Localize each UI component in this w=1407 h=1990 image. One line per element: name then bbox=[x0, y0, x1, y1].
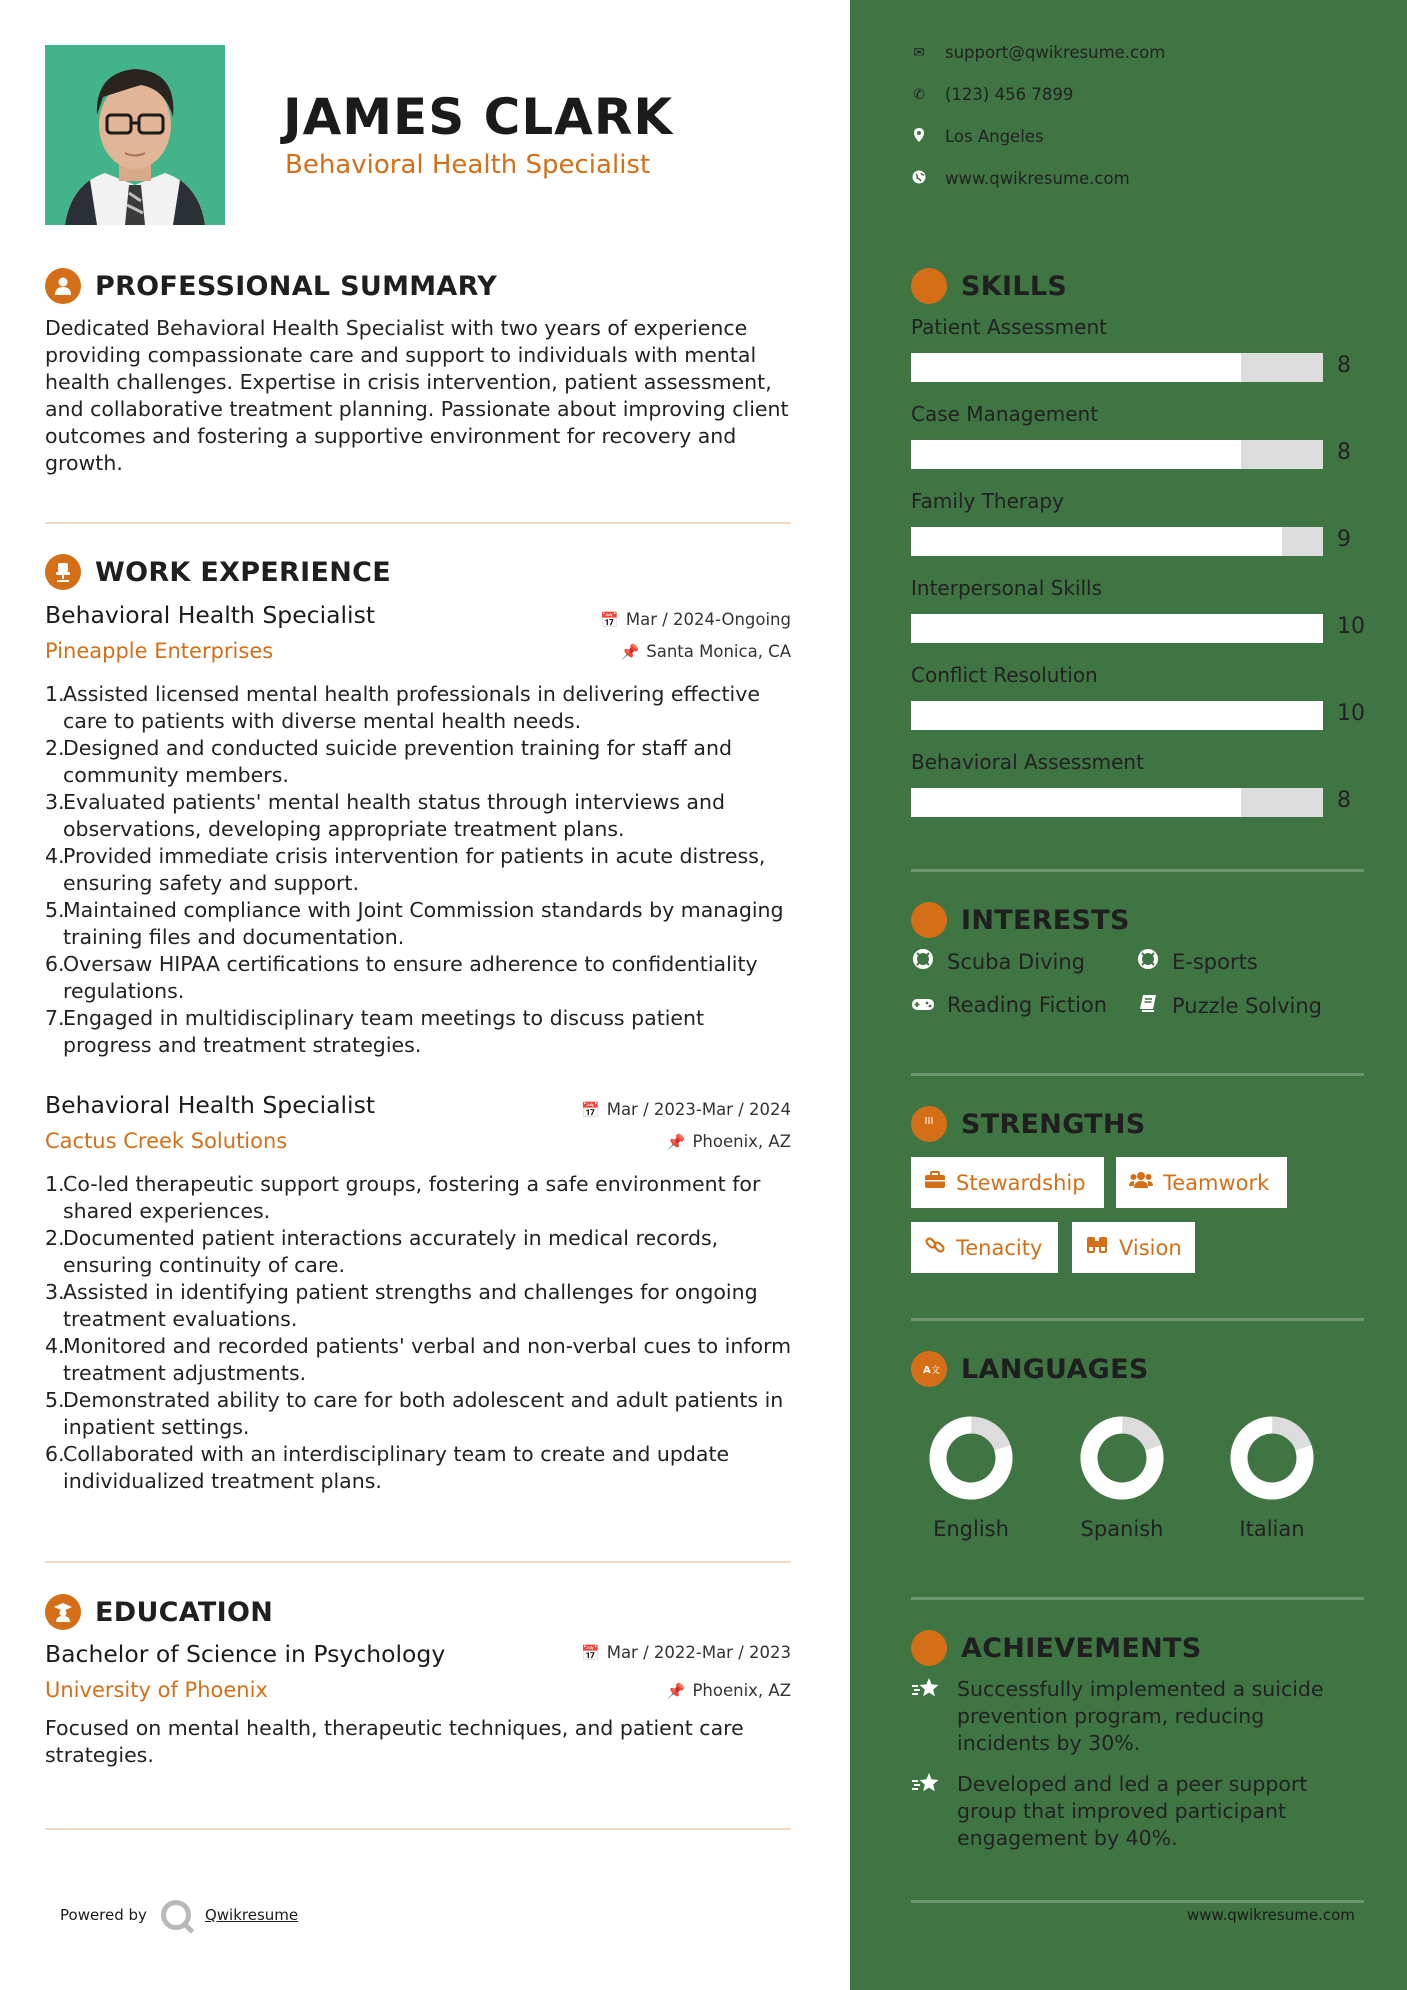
list-item: 7. Engaged in multidisciplinary team meetings to discuss patient progress and treatment strategies. bbox=[45, 1006, 705, 1057]
paper-plane-icon bbox=[911, 902, 947, 938]
briefcase-icon bbox=[924, 1171, 946, 1194]
calendar-icon: 📅 bbox=[581, 1643, 600, 1662]
job-date-text: Mar / 2023-Mar / 2024 bbox=[606, 1100, 791, 1119]
divider bbox=[45, 1561, 791, 1563]
graduate-icon bbox=[45, 1594, 81, 1630]
skill-value: 10 bbox=[1337, 701, 1365, 726]
language-name: Spanish bbox=[1080, 1517, 1164, 1541]
job-date-text: Mar / 2024-Ongoing bbox=[625, 610, 791, 629]
education-date bbox=[581, 1643, 791, 1662]
divider bbox=[911, 1900, 1364, 1903]
experience-heading bbox=[45, 554, 391, 590]
job-date bbox=[600, 610, 791, 629]
skill-bar bbox=[911, 788, 1323, 817]
list-item: 2. Designed and conducted suicide prevention training for staff and community members. bbox=[45, 736, 732, 787]
phone-text: (123) 456 7899 bbox=[945, 85, 1074, 104]
job-location bbox=[667, 1132, 791, 1151]
job-company: Pineapple Enterprises bbox=[45, 639, 274, 663]
skill-name: Interpersonal Skills bbox=[911, 576, 1103, 600]
candidate-title: Behavioral Health Specialist bbox=[285, 150, 651, 180]
divider bbox=[911, 1597, 1364, 1600]
interest-item bbox=[1136, 993, 1322, 1018]
email-text: support@qwikresume.com bbox=[945, 43, 1166, 62]
strength-chip bbox=[911, 1222, 1058, 1273]
list-item: 5. Demonstrated ability to care for both adolescent and adult patients in inpatient settings. bbox=[45, 1388, 784, 1439]
footer-powered-by bbox=[60, 1900, 298, 1930]
list-item: 6. Oversaw HIPAA certifications to ensure adherence to confidentiality regulations. bbox=[45, 952, 758, 1003]
candidate-name: JAMES CLARK bbox=[283, 88, 674, 146]
list-item: 5. Maintained compliance with Joint Commission standards by managing training files and documentation. bbox=[45, 898, 784, 949]
skill-bar-fill bbox=[911, 353, 1241, 382]
fist-icon bbox=[911, 1106, 947, 1142]
interest-item bbox=[911, 993, 1107, 1017]
skill-bar bbox=[911, 440, 1323, 469]
calendar-icon: 📅 bbox=[600, 610, 619, 629]
education-location-text: Phoenix, AZ bbox=[692, 1681, 791, 1700]
office-chair-icon bbox=[45, 554, 81, 590]
achievements-title: ACHIEVEMENTS bbox=[961, 1632, 1202, 1664]
achievements-heading bbox=[911, 1630, 1202, 1666]
language-donut bbox=[1222, 1408, 1322, 1512]
strength-label: Stewardship bbox=[956, 1170, 1086, 1195]
languages-title: LANGUAGES bbox=[961, 1353, 1149, 1385]
language-donut bbox=[1072, 1408, 1172, 1512]
skill-name: Behavioral Assessment bbox=[911, 750, 1144, 774]
contact-website[interactable] bbox=[911, 169, 1130, 188]
pushpin-icon: 📌 bbox=[620, 642, 640, 661]
website-text: www.qwikresume.com bbox=[945, 169, 1130, 188]
achievement-item bbox=[911, 1676, 1351, 1757]
job-bullets bbox=[45, 681, 795, 1059]
achievement-text: Successfully implemented a suicide prevention program, reducing incidents by 30%. bbox=[957, 1677, 1324, 1755]
skill-value: 8 bbox=[1337, 440, 1351, 465]
strength-label: Vision bbox=[1119, 1235, 1182, 1260]
language-name: Italian bbox=[1239, 1517, 1305, 1541]
strengths-title: STRENGTHS bbox=[961, 1108, 1146, 1140]
strength-chip bbox=[911, 1157, 1104, 1208]
job-location-text: Phoenix, AZ bbox=[692, 1132, 791, 1151]
qwikresume-logo-icon bbox=[161, 1900, 191, 1930]
skill-value: 9 bbox=[1337, 527, 1351, 552]
gamepad-icon bbox=[911, 993, 935, 1017]
lightbulb-icon bbox=[911, 268, 947, 304]
education-text: Focused on mental health, therapeutic techniques, and patient care strategies. bbox=[45, 1716, 744, 1767]
divider bbox=[911, 869, 1364, 872]
skill-bar bbox=[911, 614, 1323, 643]
interest-label: Reading Fiction bbox=[947, 993, 1108, 1017]
pushpin-icon: 📌 bbox=[666, 1681, 686, 1700]
skill-name: Patient Assessment bbox=[911, 315, 1107, 339]
interest-label: Scuba Diving bbox=[947, 949, 1085, 974]
school-name: University of Phoenix bbox=[45, 1678, 268, 1702]
link-icon bbox=[924, 1234, 946, 1261]
language-donut bbox=[921, 1408, 1021, 1512]
footer-site[interactable]: www.qwikresume.com bbox=[1187, 1906, 1355, 1924]
svg-text:A: A bbox=[923, 1365, 931, 1376]
interests-title: INTERESTS bbox=[961, 904, 1130, 936]
divider bbox=[911, 1073, 1364, 1076]
skill-bar bbox=[911, 701, 1323, 730]
language-icon bbox=[911, 1351, 947, 1387]
binoculars-icon bbox=[1085, 1235, 1109, 1260]
calendar-icon: 📅 bbox=[581, 1100, 600, 1119]
job-date bbox=[581, 1100, 791, 1119]
powered-by-label: Powered by bbox=[60, 1906, 147, 1924]
job-location bbox=[621, 642, 791, 661]
interest-label: E-sports bbox=[1172, 949, 1258, 974]
skill-name: Family Therapy bbox=[911, 489, 1064, 513]
interest-item bbox=[1136, 948, 1258, 975]
language-name: English bbox=[933, 1517, 1009, 1541]
skill-bar bbox=[911, 353, 1323, 382]
qwikresume-link[interactable]: Qwikresume bbox=[204, 1906, 299, 1924]
job-title: Behavioral Health Specialist bbox=[45, 601, 376, 629]
life-ring-icon bbox=[1136, 948, 1160, 975]
contact-email[interactable] bbox=[911, 43, 1165, 62]
summary-heading bbox=[45, 268, 497, 304]
skill-bar-fill bbox=[911, 788, 1241, 817]
job-location-text: Santa Monica, CA bbox=[646, 642, 791, 661]
education-location bbox=[667, 1681, 791, 1700]
divider bbox=[911, 1318, 1364, 1321]
list-item: 2. Documented patient interactions accurately in medical records, ensuring continuity of care. bbox=[45, 1226, 719, 1277]
envelope-icon: ✉ bbox=[913, 44, 925, 61]
skills-title: SKILLS bbox=[961, 270, 1068, 302]
skill-bar bbox=[911, 527, 1323, 556]
interest-item bbox=[911, 948, 1085, 975]
skill-name: Conflict Resolution bbox=[911, 663, 1098, 687]
divider bbox=[45, 522, 791, 524]
education-date-text: Mar / 2022-Mar / 2023 bbox=[606, 1643, 791, 1662]
job-company: Cactus Creek Solutions bbox=[45, 1129, 288, 1153]
contact-phone bbox=[911, 85, 1073, 104]
phone-icon: ✆ bbox=[913, 86, 925, 103]
degree-title: Bachelor of Science in Psychology bbox=[45, 1640, 446, 1668]
job-title: Behavioral Health Specialist bbox=[45, 1091, 376, 1119]
location-text: Los Angeles bbox=[945, 127, 1044, 146]
strength-chip bbox=[1116, 1157, 1287, 1208]
profile-photo bbox=[45, 45, 225, 225]
shooting-star-icon bbox=[911, 1771, 941, 1852]
book-icon bbox=[1136, 993, 1160, 1018]
job-bullets bbox=[45, 1171, 795, 1495]
summary-text: Dedicated Behavioral Health Specialist with two years of experience providing compassionate care and support to individuals with mental health challenges. Expertise in crisis intervention, patient assessment, and collaborative treatment planning. Passionate about improving client outcomes and fostering a supportive environment for recovery and growth. bbox=[45, 316, 789, 475]
list-item: 4. Provided immediate crisis intervention for patients in acute distress, ensuring safety and support. bbox=[45, 844, 766, 895]
skill-value: 10 bbox=[1337, 614, 1365, 639]
strengths-heading bbox=[911, 1106, 1146, 1142]
divider bbox=[45, 1828, 791, 1830]
svg-text:文: 文 bbox=[931, 1366, 940, 1376]
interest-label: Puzzle Solving bbox=[1172, 993, 1322, 1018]
achievement-text: Developed and led a peer support group that improved participant engagement by 40%. bbox=[957, 1772, 1308, 1850]
list-item: 1. Assisted licensed mental health professionals in delivering effective care to patients with diverse mental health needs. bbox=[45, 682, 760, 733]
skill-name: Case Management bbox=[911, 402, 1099, 426]
pushpin-icon: 📌 bbox=[666, 1132, 686, 1151]
list-item: 1. Co-led therapeutic support groups, fostering a safe environment for shared experiences. bbox=[45, 1172, 761, 1223]
skill-bar-fill bbox=[911, 440, 1241, 469]
contact-location bbox=[911, 127, 1044, 146]
skill-bar-fill bbox=[911, 614, 1323, 643]
skill-value: 8 bbox=[1337, 788, 1351, 813]
list-item: 4. Monitored and recorded patients' verbal and non-verbal cues to inform treatment adjustments. bbox=[45, 1334, 792, 1385]
strength-label: Tenacity bbox=[956, 1235, 1043, 1260]
summary-title: PROFESSIONAL SUMMARY bbox=[95, 270, 498, 302]
map-marker-icon bbox=[911, 128, 927, 146]
globe-icon bbox=[911, 170, 927, 188]
education-heading bbox=[45, 1594, 273, 1630]
list-item: 3. Evaluated patients' mental health status through interviews and observations, developing appropriate treatment plans. bbox=[45, 790, 725, 841]
interests-heading bbox=[911, 902, 1130, 938]
shooting-star-icon bbox=[911, 1676, 941, 1757]
list-item: 3. Assisted in identifying patient strengths and challenges for ongoing treatment evaluations. bbox=[45, 1280, 758, 1331]
user-icon bbox=[45, 268, 81, 304]
star-badge-icon bbox=[911, 1630, 947, 1666]
life-ring-icon bbox=[911, 948, 935, 975]
users-icon bbox=[1129, 1171, 1153, 1194]
strength-label: Teamwork bbox=[1163, 1170, 1270, 1195]
skill-bar-fill bbox=[911, 527, 1282, 556]
experience-title: WORK EXPERIENCE bbox=[95, 556, 391, 588]
skills-heading bbox=[911, 268, 1067, 304]
strength-chip bbox=[1072, 1222, 1195, 1273]
achievement-item bbox=[911, 1771, 1351, 1852]
education-title: EDUCATION bbox=[95, 1596, 274, 1628]
skill-value: 8 bbox=[1337, 353, 1351, 378]
languages-heading bbox=[911, 1351, 1149, 1387]
skill-bar-fill bbox=[911, 701, 1323, 730]
list-item: 6. Collaborated with an interdisciplinary team to create and update individualized treatment plans. bbox=[45, 1442, 730, 1493]
